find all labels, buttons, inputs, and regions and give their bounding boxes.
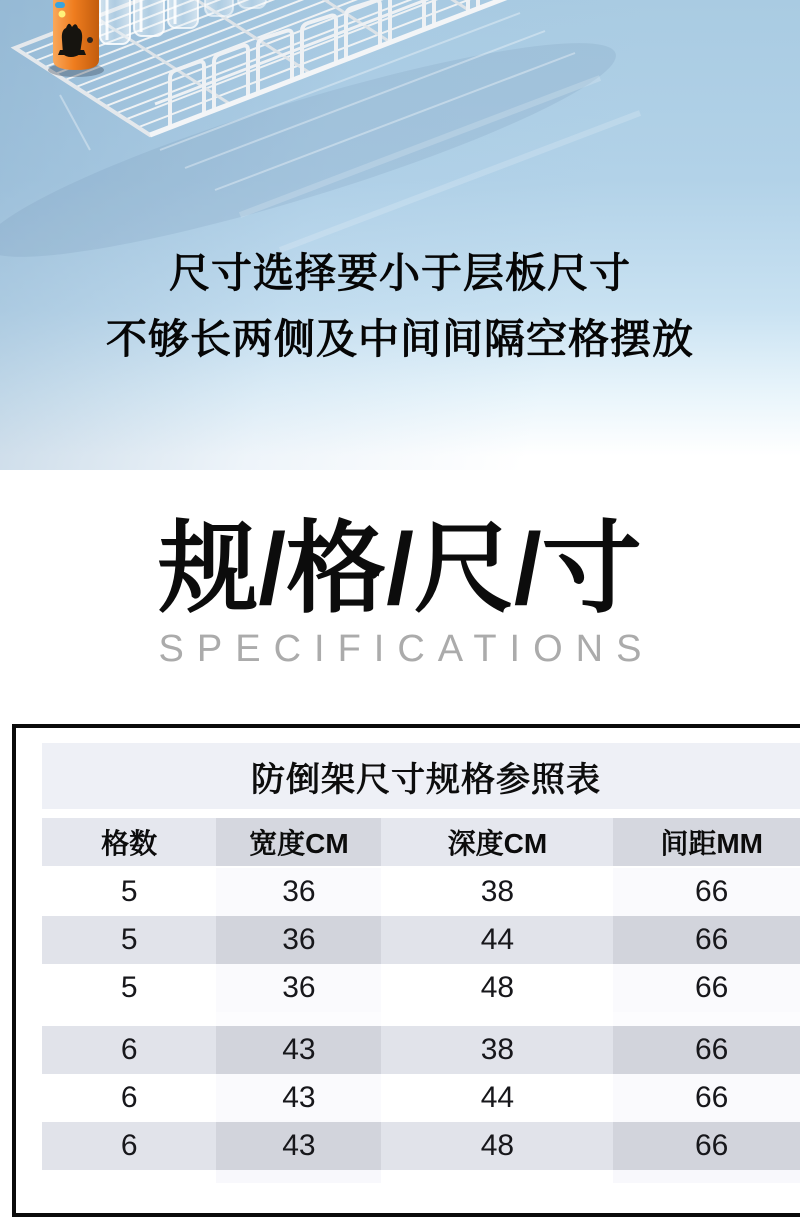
table-row	[42, 1026, 800, 1074]
table-cell: 43	[216, 1122, 381, 1170]
hero-section	[0, 0, 800, 470]
hero-caption-line1: 尺寸选择要小于层板尺寸	[169, 250, 631, 296]
specs-title-zh: 规/格/尺/寸	[158, 513, 642, 625]
hero-caption-line2: 不够长两侧及中间间隔空格摆放	[106, 316, 694, 362]
table-cell: 44	[381, 1074, 613, 1122]
table-bottom-filler	[42, 1170, 800, 1183]
col-header-width-cm: 宽度CM	[216, 818, 381, 866]
col-header-depth-cm: 深度CM	[381, 818, 613, 866]
table-cell: 66	[613, 916, 800, 964]
table-cell: 5	[42, 964, 216, 1012]
specs-title-en: SPECIFICATIONS	[158, 628, 655, 670]
spec-table	[12, 724, 800, 1217]
table-cell: 43	[216, 1026, 381, 1074]
spec-table-title: 防倒架尺寸规格参照表	[42, 743, 800, 809]
col-header-spacing-mm: 间距MM	[613, 818, 800, 866]
table-cell: 38	[381, 1026, 613, 1074]
table-row	[42, 964, 800, 1012]
table-group-divider	[42, 1012, 800, 1026]
table-cell: 66	[613, 1074, 800, 1122]
table-cell: 48	[381, 964, 613, 1012]
table-cell: 6	[42, 1122, 216, 1170]
hero-captions	[0, 240, 800, 372]
table-cell: 66	[613, 964, 800, 1012]
table-cell: 6	[42, 1026, 216, 1074]
col-header-grid-count: 格数	[42, 818, 216, 866]
table-row	[42, 1074, 800, 1122]
table-cell: 5	[42, 916, 216, 964]
table-cell: 66	[613, 1122, 800, 1170]
table-row	[42, 1122, 800, 1170]
table-cell: 36	[216, 964, 381, 1012]
table-cell: 66	[613, 1026, 800, 1074]
beverage-can-graphic	[48, 0, 104, 77]
table-cell: 48	[381, 1122, 613, 1170]
table-cell: 44	[381, 916, 613, 964]
table-cell: 66	[613, 868, 800, 916]
table-cell: 43	[216, 1074, 381, 1122]
table-row	[42, 916, 800, 964]
spec-table-header-row	[42, 818, 800, 866]
table-cell: 38	[381, 868, 613, 916]
table-cell: 6	[42, 1074, 216, 1122]
table-cell: 5	[42, 868, 216, 916]
table-row	[42, 868, 800, 916]
specifications-heading-section	[0, 470, 800, 724]
table-cell: 36	[216, 916, 381, 964]
glass-bottles	[100, 0, 266, 44]
table-cell: 36	[216, 868, 381, 916]
